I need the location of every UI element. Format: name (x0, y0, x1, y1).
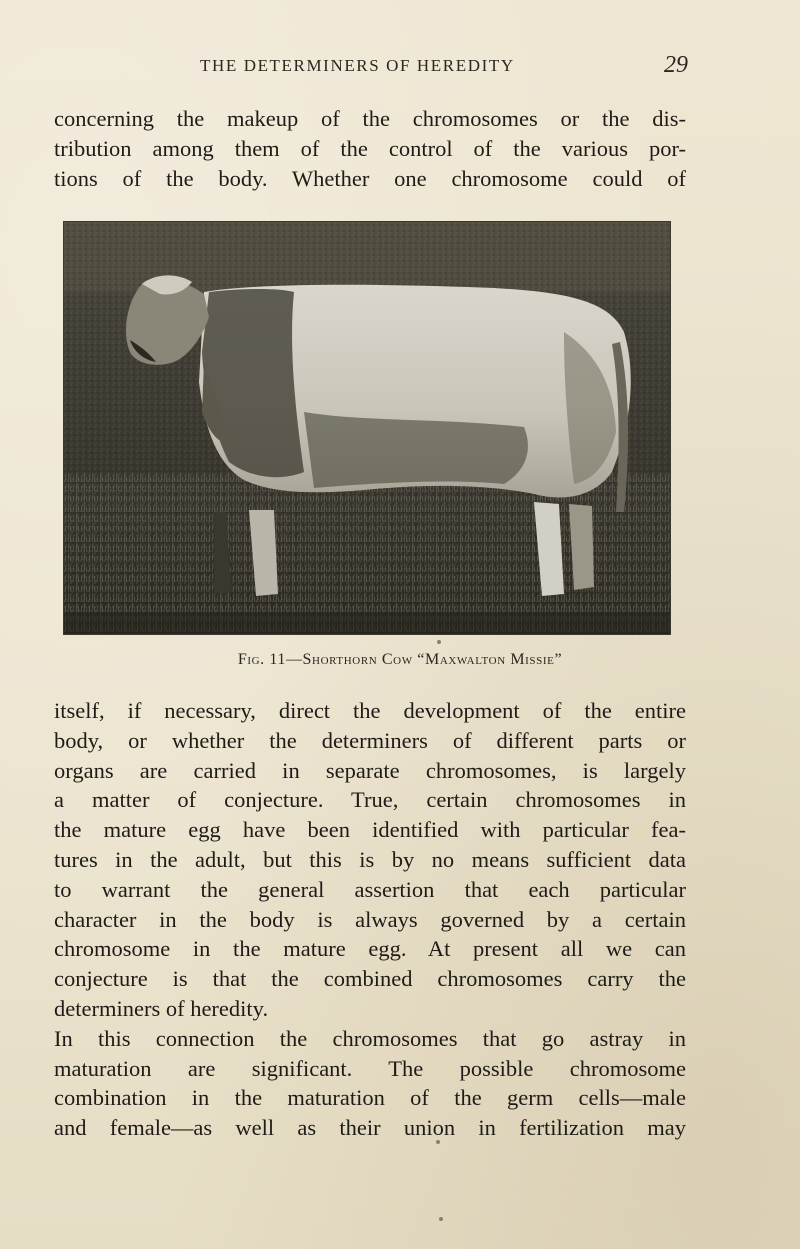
paragraph (54, 1024, 686, 1143)
text-line: itself, if necessary, direct the development of the entire (54, 698, 686, 723)
text-line: to warrant the general assertion that each particular (54, 876, 686, 902)
text-block-bottom (54, 696, 686, 1143)
text-line: conjecture is that the combined chromosomes carry the (54, 966, 686, 992)
text-block-top (54, 104, 686, 193)
figure-photograph (64, 222, 670, 634)
paper-speck (439, 1217, 443, 1221)
page-number: 29 (664, 52, 688, 78)
text-line: maturation are significant. The possible chromosome (54, 1055, 686, 1081)
text-line: tions of the body. Whether one chromosome could of (54, 165, 686, 191)
text-line: the mature egg have been identified with particular fea- (54, 817, 686, 843)
text-line: tures in the adult, but this is by no means sufficient data (54, 846, 686, 872)
paper-speck (436, 1140, 440, 1144)
paragraph (54, 696, 686, 1024)
text-line: a matter of conjecture. True, certain chromosomes in (54, 787, 686, 813)
text-line: character in the body is always governed by a certain (54, 906, 686, 932)
text-line: and female—as well as their union in fertilization may (54, 1115, 686, 1141)
text-line: tribution among them of the control of the various por- (54, 135, 686, 161)
text-line: chromosome in the mature egg. At present all we can (54, 936, 686, 962)
text-line: organs are carried in separate chromosomes, is largely (54, 757, 686, 783)
paper-speck (437, 640, 441, 644)
text-line: body, or whether the determiners of different parts or (54, 727, 686, 753)
text-line: concerning the makeup of the chromosomes or the dis- (54, 106, 686, 131)
running-title: THE DETERMINERS OF HEREDITY (200, 56, 515, 75)
text-line: determiners of heredity. (54, 995, 269, 1021)
figure-caption: Fig. 11—Shorthorn Cow “Maxwalton Missie” (237, 651, 563, 668)
text-line: combination in the maturation of the germ cells—male (54, 1085, 686, 1111)
running-head (0, 52, 800, 86)
text-line: In this connection the chromosomes that go astray in (54, 1025, 686, 1051)
cow-photograph (64, 222, 670, 634)
